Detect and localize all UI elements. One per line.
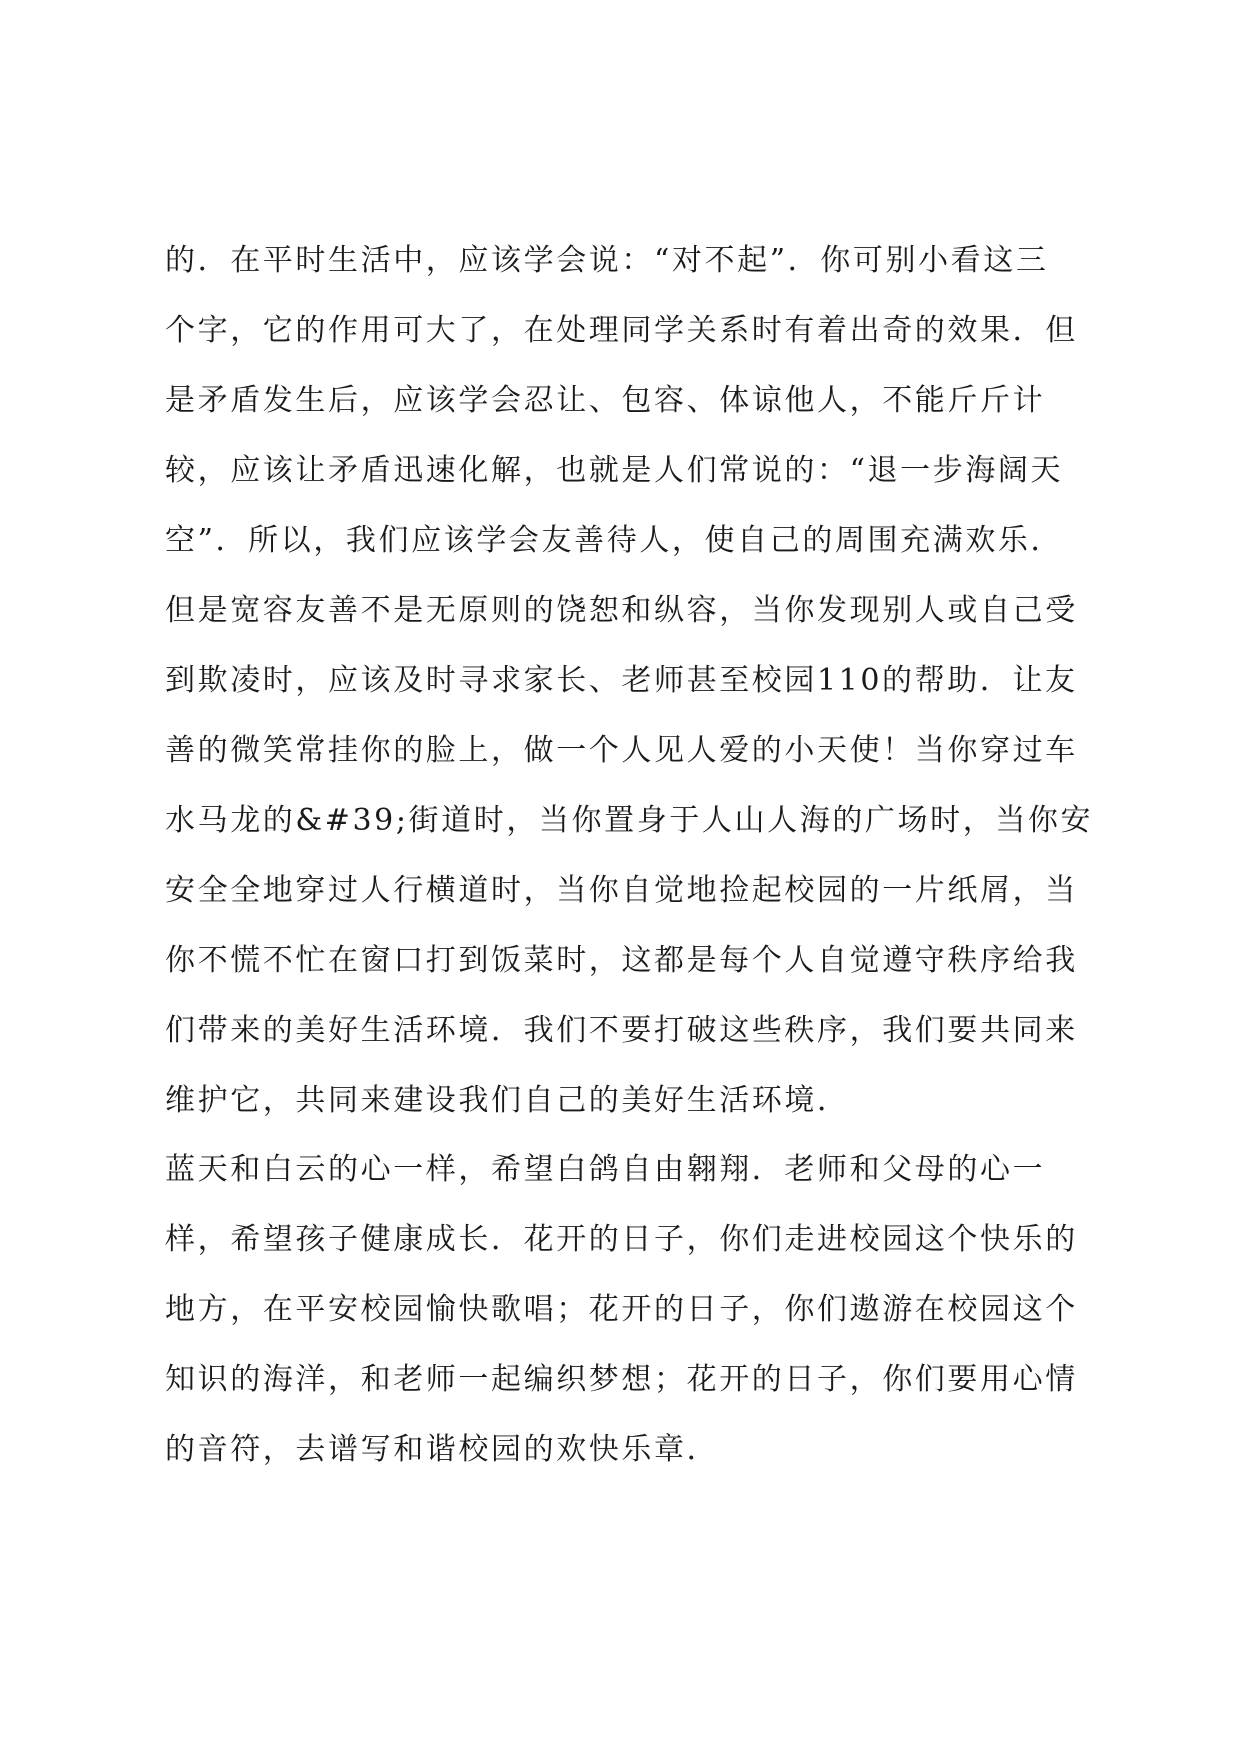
text-line: 们带来的美好生活环境．我们不要打破这些秩序，我们要共同来 [165,1013,1078,1048]
text-line: 到欺凌时，应该及时寻求家长、老师甚至校园110的帮助．让友 [165,663,1078,698]
text-line: 较，应该让矛盾迅速化解，也就是人们常说的：“退一步海阔天 [165,453,1064,488]
text-line: 你不慌不忙在窗口打到饭菜时，这都是每个人自觉遵守秩序给我 [165,943,1078,978]
text-line: 样，希望孩子健康成长．花开的日子，你们走进校园这个快乐的 [165,1222,1078,1257]
paragraph-2 [165,1135,1095,1485]
text-line: 个字，它的作用可大了，在处理同学关系时有着出奇的效果．但 [165,313,1078,348]
text-line: 善的微笑常挂你的脸上，做一个人见人爱的小天使！当你穿过车 [165,733,1078,768]
text-line: 维护它，共同来建设我们自己的美好生活环境． [165,1083,850,1118]
text-line: 的．在平时生活中，应该学会说：“对不起”．你可别小看这三 [165,243,1049,278]
text-line: 水马龙的&#39;街道时，当你置身于人山人海的广场时，当你安 [165,803,1094,838]
text-line: 是矛盾发生后，应该学会忍让、包容、体谅他人，不能斤斤计 [165,383,1046,418]
text-line: 空”．所以，我们应该学会友善待人，使自己的周围充满欢乐． [165,523,1064,558]
paragraph-1 [165,226,1095,1136]
text-line: 的音符，去谱写和谐校园的欢快乐章． [165,1432,720,1467]
text-line: 知识的海洋，和老师一起编织梦想；花开的日子，你们要用心情 [165,1362,1078,1397]
text-line: 但是宽容友善不是无原则的饶恕和纵容，当你发现别人或自己受 [165,593,1078,628]
text-line: 地方，在平安校园愉快歌唱；花开的日子，你们遨游在校园这个 [165,1292,1078,1327]
text-line: 安全全地穿过人行横道时，当你自觉地捡起校园的一片纸屑，当 [165,873,1078,908]
text-line: 蓝天和白云的心一样，希望白鸽自由翱翔．老师和父母的心一 [165,1152,1046,1187]
